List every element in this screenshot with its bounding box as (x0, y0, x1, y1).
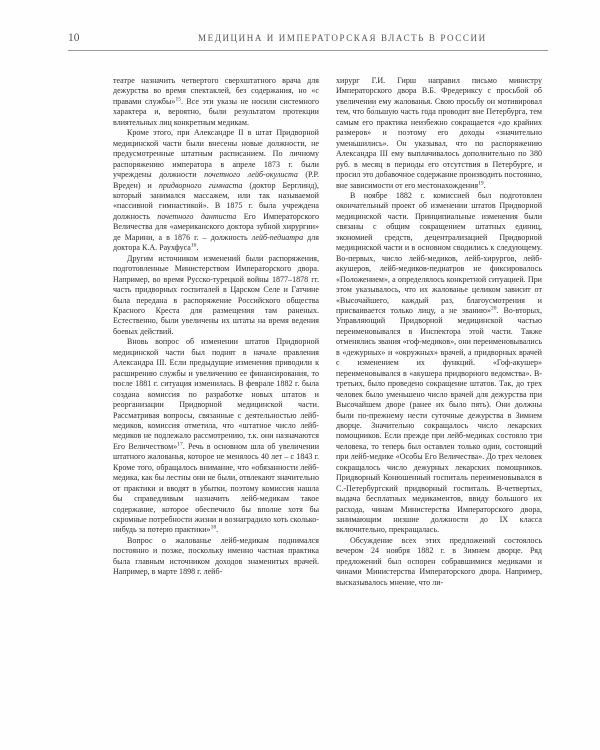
left-column (113, 76, 319, 578)
right-column (336, 76, 542, 588)
footnote-ref: 16 (190, 242, 197, 249)
right-paragraph-2: В ноябре 1882 г. комиссией был подготовлен окончательный проект об изменении штатов Придворной медицинской части. Принципиальные изменения были связаны с общим сокращением штатных единиц, экономией средств, децентрализацией Придворной медицинской части и в основном сводились к следующему. Во-первых, число лейб-медиков, лейб-хирургов, лейб-акушеров, лейб-медиков-педиатров не фиксировалось «Положением», а определялось конкретной ситуацией. При этом указывалось, что их жалованье целиком зависит от «Высочайшего, каждый раз, благоусмотрения и присваивается только лицу, а не званию»$^{20}$. Во-вторых, Управляющий Придворной медицинской частью переименовывался в Инспектора этой части. Также отменялись звания «гоф-медиков», они переименовывались в «дежурных» и «окружных» врачей, а придворных врачей с изменением их функций. «Гоф-акушер» переименовывался в «акушера придворного ведомства». В-третьих, было проведено сокращение штатов. Так, до трех человек было уменьшено число врачей для дежурства при Высочайшем дворе (ранее их было пять). Они должны были по-прежнему нести суточные дежурства в Зимнем дворце. Значительно сокращалось число лекарских помощников. Если прежде при лейб-медиках состояло три человека, то теперь был оставлен только один, состоящий при лейб-медике «Особы Его Величества». До трех человек сокращалось число дежурных лекарских помощников. Придворный Конюшенный госпиталь переименовывался в С.-Петербургский придворный госпиталь. В-четвертых, выдача бесплатных медикаментов, ввиду большого их расхода, чинам Министерства Императорского двора, занимающим низшие должности до IX класса включительно, прекращалась. (336, 190, 543, 535)
right-paragraph-3: Обсуждение всех этих предложений состоялось вечером 24 ноября 1882 г. в Зимнем дворце. Ряд предложений был оспорен собравшимися медиками и чинами Министерства Императорского двора. Например, высказывалось мнение, что ли- (336, 535, 542, 587)
left-paragraph-2: Кроме этого, при Александре II в штат Придворной медицинской части были внесены новые должности, не предусмотренные штатным расписанием. По личному распоряжению императора в апреле 1873 г. были учреждены должности почетного лейб-окулиста (Р.Р. Вреден) и придворного гимнаста (доктор Берглинд), который занимался массажем, или так называемой «пассивной гимнастикой». В 1875 г. была учреждена должность почетного дантиста Его Императорского Величества для «американского доктора зубной хирургии» де Марини, а в 1876 г. – должность лейб-педиатра для доктора К.А. Раухфуса$^{16}$. (113, 128, 320, 253)
left-paragraph-1: театре назначить четвертого сверхштатного врача для дежурства во время спектаклей, без содержания, но «с правами службы»$^{15}$. Все эти указы не носили системного характера и, вероятно, были результатом протекции влиятельных лиц конкретным медикам. (113, 76, 319, 127)
running-title: МЕДИЦИНА И ИМПЕРАТОРСКАЯ ВЛАСТЬ В РОССИИ (198, 33, 487, 43)
footnote-ref: 18 (210, 524, 217, 531)
footnote-ref: 17 (177, 441, 183, 448)
footnote-ref: 20 (491, 305, 497, 312)
right-paragraph-1: хирург Г.И. Гирш направил письмо министру Императорского двора В.Б. Фредериксу с просьбой об увеличении ему жалованья. Свою просьбу он мотивировал тем, что бо́льшую часть года проводит вне Петербурга, тем самым его практика неизбежно сокращается «до крайних размеров» и поэтому его доходы «значительно уменьшились». Он указывал, что по распоряжению Александра III ему выплачивалось дополнительно по 380 руб. в месяц в периоды его отсутствия в Петербурге, и просил это добавочное содержание производить постоянно, вне зависимости от его местонахождения$^{19}$. (336, 76, 542, 190)
left-paragraph-3: Другим источником изменений были распоряжения, подготовленные Министерством Императорского двора. Например, во время Русско-турецкой войны 1877–1878 гг. часть придворных госпиталей в Царском Селе и Гатчине была передана в распоряжение Российского общества Красного Креста для размещения там раненых. Естественно, были увеличены их штаты на время ведения боевых действий. (113, 253, 319, 336)
footnote-ref: 19 (478, 179, 484, 186)
page-number: 10 (68, 32, 80, 44)
footnote-ref: 15 (175, 96, 181, 103)
page-header (68, 30, 548, 51)
left-paragraph-5: Вопрос о жалованье лейб-медикам поднимался постоянно и позже, поскольку именно частная практика была главным источником доходов знаменитых врачей. Например, в марте 1898 г. лейб- (113, 535, 319, 577)
left-paragraph-4: Вновь вопрос об изменении штатов Придворной медицинской части был поднят в начале правления Александра III. Если предыдущие изменения приводили к расширению службы и увеличению ее финансирования, то после 1881 г. ситуация изменилась. В феврале 1882 г. была создана комиссия по разработке новых штатов и реорганизации Придворной медицинской части. Рассматривая вопросы, связанные с деятельностью лейб-медиков, комиссия отметила, что «штатное число лейб-медиков не подлежало рассмотрению, т.к. они назначаются Его Величеством»$^{17}$. Речь в основном шла об увеличении штатного жалованья, которое не менялось 40 лет – с 1843 г. Кроме того, обращалось внимание, что «обязанности лейб-медика, как бы лестны они не были, отвлекают значительно от практики и вводят в убытки, поэтому комиссия нашла бы справедливым назначить лейб-медикам такое содержание, которое обеспечило бы вполне хотя бы скромные потребности жизни и вознаградило хоть сколько-нибудь за потерю практики»$^{18}$. (113, 337, 320, 535)
